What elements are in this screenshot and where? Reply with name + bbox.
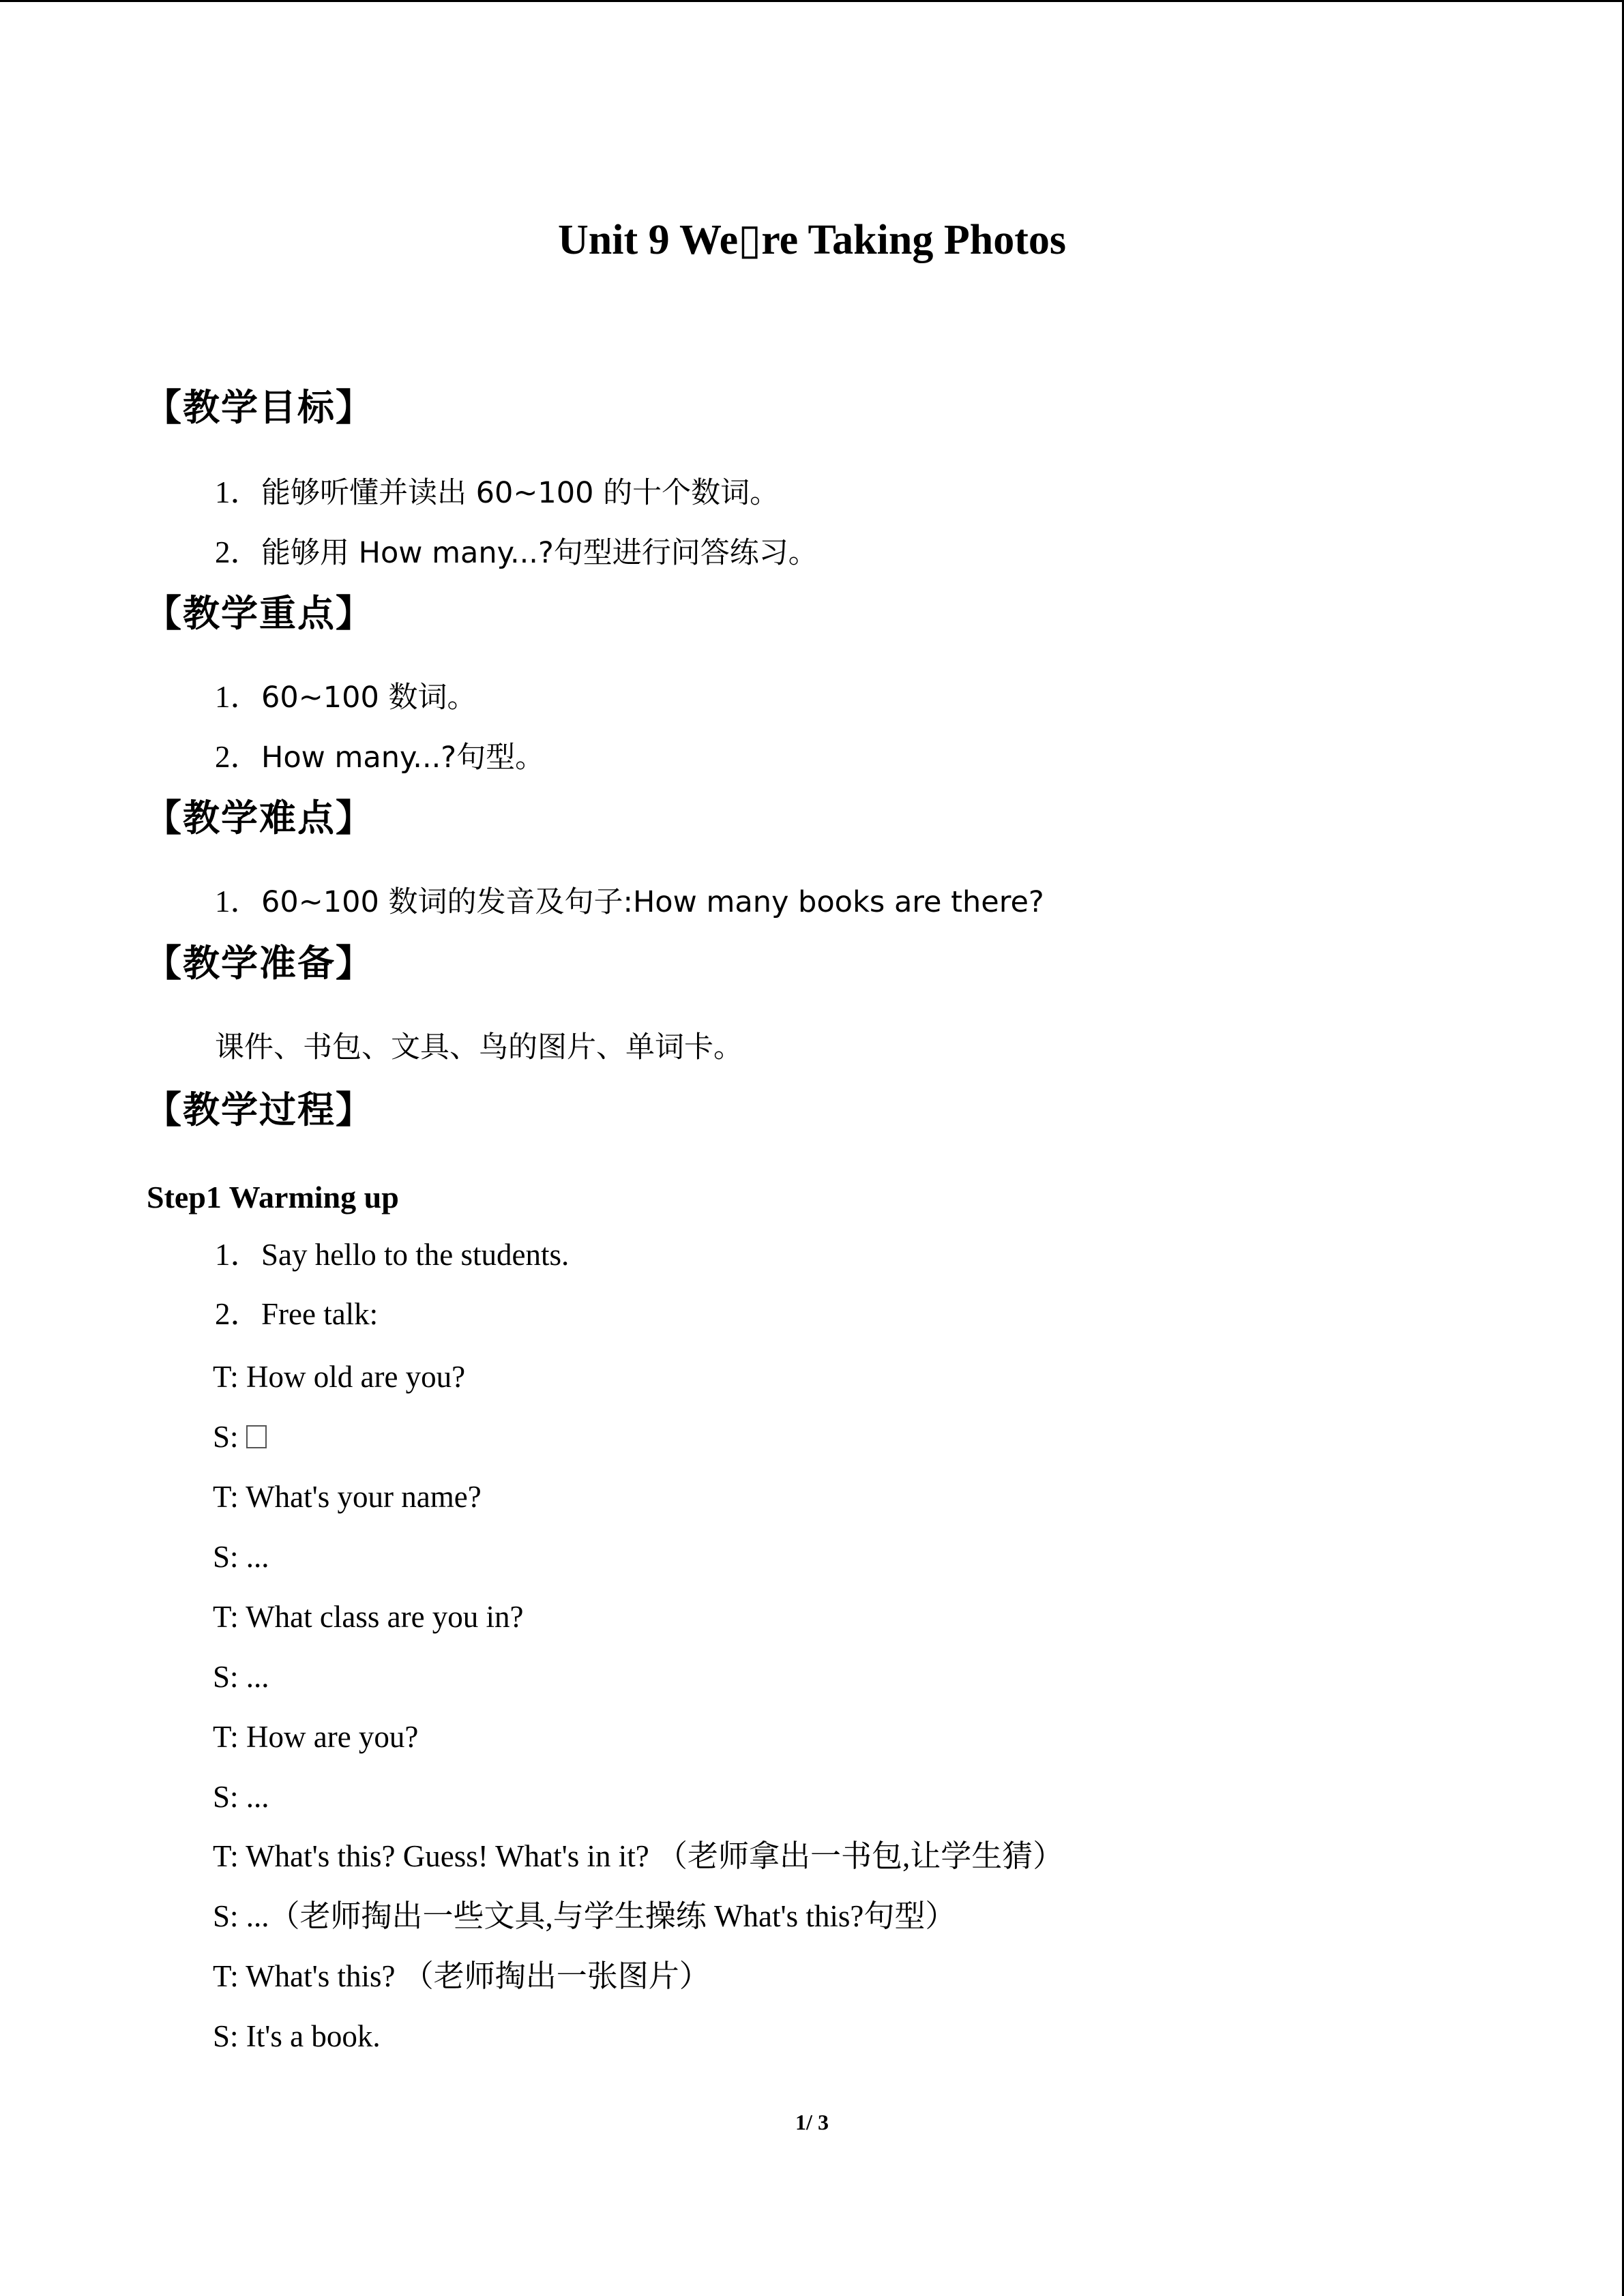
- difficulty-item-1: [215, 886, 1044, 917]
- preparation-text: 课件、书包、文具、鸟的图片、单词卡。: [215, 1030, 743, 1064]
- dialogue-line: T: How are you?: [213, 1720, 419, 1754]
- item-number: 2．: [215, 535, 261, 569]
- dialogue-line: T: What's this? （老师掏出一张图片）: [213, 1959, 710, 1993]
- item-number: 1．: [215, 884, 261, 919]
- item-text: 能够用 How many...?句型进行问答练习。: [261, 536, 818, 570]
- dialogue-line: S: ...: [213, 1780, 269, 1814]
- objective-item-1: [215, 477, 779, 508]
- document-title: Unit 9 We▯re Taking Photos: [558, 217, 1066, 263]
- step1-item-2: [215, 1299, 378, 1330]
- dialogue-line: T: How old are you?: [213, 1360, 466, 1394]
- item-text: 能够听懂并读出 60~100 的十个数词。: [261, 476, 780, 510]
- dialogue-speaker: S:: [213, 1420, 246, 1454]
- item-number: 2．: [215, 1297, 261, 1331]
- item-text: Free talk:: [261, 1297, 379, 1331]
- dialogue-line: S: ...: [213, 1660, 269, 1694]
- dialogue-line: S: ...: [213, 1540, 269, 1574]
- item-number: 1．: [215, 475, 261, 509]
- heading-objectives: 【教学目标】: [145, 386, 374, 429]
- item-number: 1．: [215, 680, 261, 714]
- step1-title: Step1 Warming up: [147, 1180, 399, 1214]
- item-text: How many...?句型。: [261, 741, 545, 775]
- heading-difficulties: 【教学难点】: [145, 796, 374, 839]
- page-indicator: 1/ 3: [795, 2110, 829, 2134]
- item-text: 60~100 数词。: [261, 681, 477, 715]
- item-number: 2．: [215, 740, 261, 774]
- step1-item-1: [215, 1240, 569, 1270]
- objective-item-2: [215, 537, 818, 568]
- dialogue-line: S: ...（老师掏出一些文具,与学生操练 What's this?句型）: [213, 1899, 956, 1933]
- item-number: 1．: [215, 1238, 261, 1272]
- item-text: Say hello to the students.: [261, 1238, 570, 1272]
- missing-glyph-box-icon: [246, 1425, 267, 1448]
- dialogue-line: T: What's this? Guess! What's in it? （老师拿出一书包,让学生猜）: [213, 1839, 1064, 1873]
- dialogue-line: T: What's your name?: [213, 1480, 482, 1514]
- heading-key-points: 【教学重点】: [145, 592, 374, 635]
- key-point-item-2: [215, 742, 544, 773]
- item-text: 60~100 数词的发音及句子:How many books are there?: [261, 885, 1044, 919]
- heading-preparation: 【教学准备】: [145, 942, 374, 985]
- dialogue-line: [213, 1422, 267, 1452]
- dialogue-line: S: It's a book.: [213, 2019, 381, 2053]
- heading-process: 【教学过程】: [145, 1088, 374, 1131]
- key-point-item-1: [215, 682, 477, 713]
- dialogue-line: T: What class are you in?: [213, 1600, 524, 1634]
